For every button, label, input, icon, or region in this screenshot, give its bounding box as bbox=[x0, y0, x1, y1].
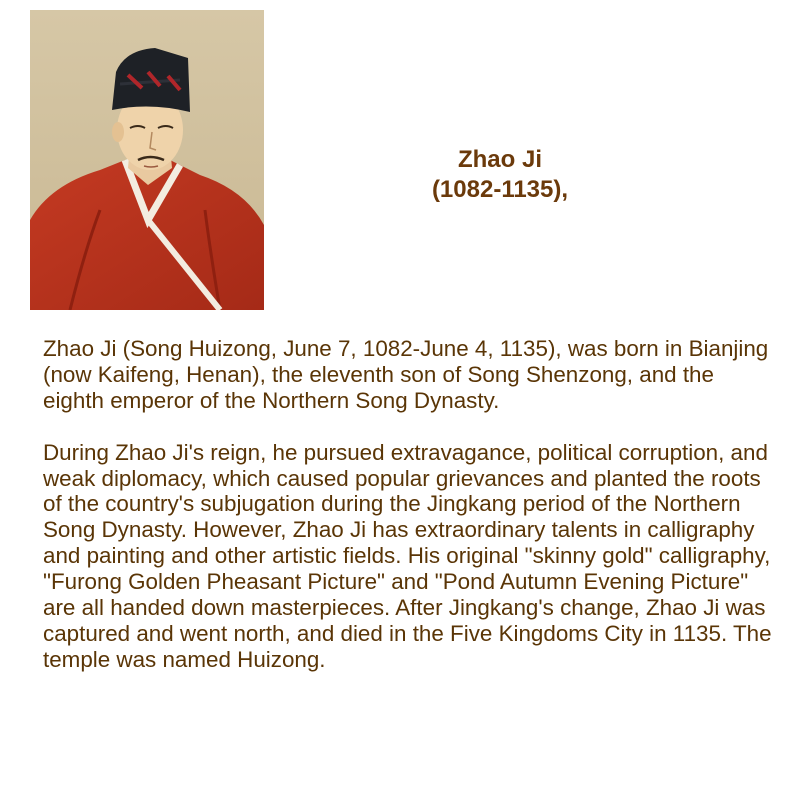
biography-paragraph-1: Zhao Ji (Song Huizong, June 7, 1082-June 4, 1135), was born in Bianjing (now Kaifeng, Henan), the eleventh son of Song Shenzong, and the eighth emperor of the Northern Song Dynasty. bbox=[43, 336, 769, 413]
biography-paragraph-2: During Zhao Ji's reign, he pursued extravagance, political corruption, and weak diplomacy, which caused popular grievances and planted the roots of the country's subjugation during the Jingkang period of the Northern Song Dynasty. However, Zhao Ji has extraordinary talents in calligraphy and painting and other artistic fields. His original "skinny gold" calligraphy, "Furong Golden Pheasant Picture" and "Pond Autumn Evening Picture" are all handed down masterpieces. After Jingkang's change, Zhao Ji was captured and went north, and died in the Five Kingdoms City in 1135. The temple was named Huizong. bbox=[43, 439, 772, 672]
emperor-name-title: Zhao Ji bbox=[457, 146, 542, 173]
emperor-dates-title: (1082-1135), bbox=[431, 176, 569, 203]
title-block bbox=[300, 145, 700, 205]
biography-text bbox=[43, 336, 773, 699]
emperor-portrait-image bbox=[30, 10, 264, 310]
